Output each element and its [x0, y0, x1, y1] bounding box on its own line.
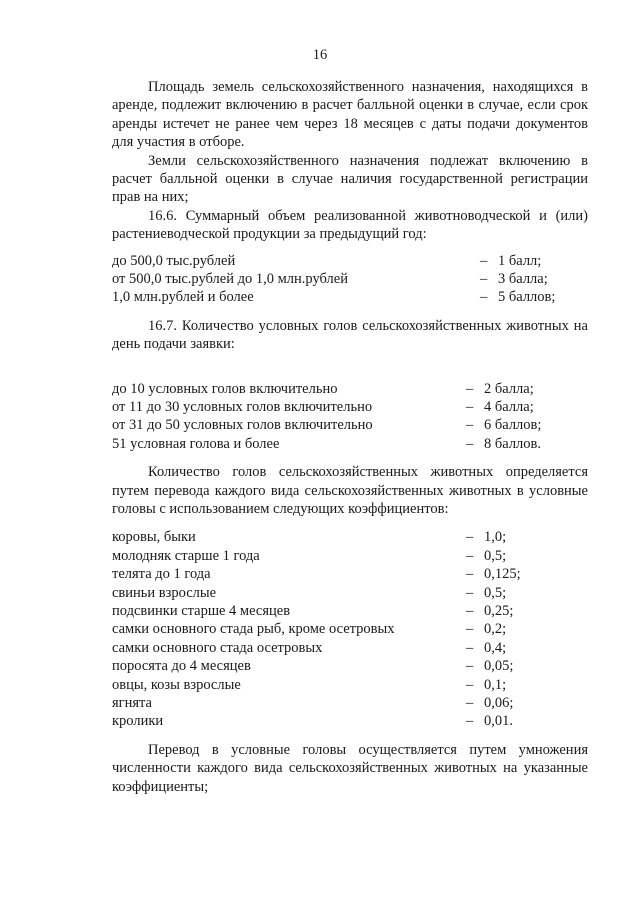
item-dash: – — [466, 547, 474, 564]
item-label: кролики — [112, 713, 164, 730]
item-dash: – — [466, 639, 474, 656]
list-item — [112, 252, 588, 270]
item-value: 0,5; — [484, 547, 507, 564]
item-value: 0,25; — [484, 602, 514, 619]
item-dash: – — [480, 289, 488, 306]
list-item — [112, 712, 588, 730]
document-body — [112, 78, 588, 796]
item-label: овцы, козы взрослые — [112, 676, 241, 693]
item-label: молодняк старше 1 года — [112, 547, 260, 564]
item-value: 0,2; — [484, 621, 507, 638]
item-value: 3 балла; — [498, 271, 548, 288]
coefficient-list — [112, 528, 588, 730]
head-score-list — [112, 380, 588, 454]
paragraph-conversion: Перевод в условные головы осуществляется путем умножения численности каждого вида сельскохозяйственных животных на указанные коэффициенты; — [112, 741, 588, 795]
item-value: 4 балла; — [484, 399, 534, 416]
item-dash: – — [466, 621, 474, 638]
item-value: 0,05; — [484, 658, 514, 675]
list-item — [112, 380, 588, 398]
item-value: 5 баллов; — [498, 289, 556, 306]
item-dash: – — [466, 435, 474, 452]
item-label: 51 условная голова и более — [112, 435, 280, 452]
list-item — [112, 584, 588, 602]
revenue-score-list — [112, 252, 588, 307]
paragraph-16-7: 16.7. Количество условных голов сельскохозяйственных животных на день подачи заявки: — [112, 317, 588, 353]
item-label: от 11 до 30 условных голов включительно — [112, 399, 373, 416]
list-item — [112, 270, 588, 288]
item-value: 0,4; — [484, 639, 507, 656]
item-value: 6 баллов; — [484, 417, 542, 434]
list-item — [112, 288, 588, 306]
item-label: подсвинки старше 4 месяцев — [112, 602, 291, 619]
item-dash: – — [466, 658, 474, 675]
item-label: ягнята — [112, 694, 152, 711]
item-dash: – — [466, 399, 474, 416]
item-label: до 500,0 тыс.рублей — [112, 252, 236, 269]
paragraph-lease: Площадь земель сельскохозяйственного назначения, находящихся в аренде, подлежит включению в расчет балльной оценки в случае, если срок аренды истечет не ранее чем через 18 месяцев с даты подачи документов для участия в отборе. — [112, 79, 588, 151]
paragraph-16-6: 16.6. Суммарный объем реализованной животноводческой и (или) растениеводческой продукции за предыдущий год: — [112, 207, 588, 243]
list-item — [112, 416, 588, 434]
item-dash: – — [466, 380, 474, 397]
item-label: от 500,0 тыс.рублей до 1,0 млн.рублей — [112, 271, 348, 288]
item-dash: – — [466, 529, 474, 546]
item-label: до 10 условных голов включительно — [112, 380, 338, 397]
list-item — [112, 565, 588, 583]
item-value: 2 балла; — [484, 380, 534, 397]
item-value: 0,125; — [484, 566, 521, 583]
list-item — [112, 547, 588, 565]
list-item — [112, 620, 588, 638]
item-dash: – — [466, 676, 474, 693]
item-dash: – — [466, 713, 474, 730]
paragraph-head-count: Количество голов сельскохозяйственных животных определяется путем перевода каждого вида сельскохозяйственных животных в условные головы с использованием следующих коэффициентов: — [112, 464, 588, 518]
item-value: 0,5; — [484, 584, 507, 601]
item-dash: – — [466, 566, 474, 583]
item-value: 0,06; — [484, 694, 514, 711]
item-dash: – — [466, 694, 474, 711]
list-item — [112, 676, 588, 694]
item-dash: – — [480, 271, 488, 288]
list-item — [112, 639, 588, 657]
item-value: 8 баллов. — [484, 435, 542, 452]
paragraph-registration: Земли сельскохозяйственного назначения подлежат включению в расчет балльной оценки в случае наличия государственной регистрации прав на них; — [112, 152, 588, 206]
list-item — [112, 398, 588, 416]
list-item — [112, 694, 588, 712]
list-item — [112, 602, 588, 620]
item-value: 1,0; — [484, 529, 507, 546]
item-label: самки основного стада осетровых — [112, 639, 323, 656]
list-item — [112, 435, 588, 453]
item-label: от 31 до 50 условных голов включительно — [112, 417, 373, 434]
list-item — [112, 528, 588, 546]
item-label: 1,0 млн.рублей и более — [112, 289, 254, 306]
item-label: самки основного стада рыб, кроме осетровых — [112, 621, 395, 638]
item-dash: – — [466, 417, 474, 434]
page-number: 16 — [312, 47, 328, 63]
item-label: коровы, быки — [112, 529, 196, 546]
item-value: 0,1; — [484, 676, 507, 693]
item-dash: – — [466, 602, 474, 619]
item-label: телята до 1 года — [112, 566, 211, 583]
item-label: поросята до 4 месяцев — [112, 658, 251, 675]
item-value: 0,01. — [484, 713, 513, 730]
list-item — [112, 657, 588, 675]
item-value: 1 балл; — [498, 252, 542, 269]
item-label: свиньи взрослые — [112, 584, 217, 601]
item-dash: – — [466, 584, 474, 601]
item-dash: – — [480, 252, 488, 269]
